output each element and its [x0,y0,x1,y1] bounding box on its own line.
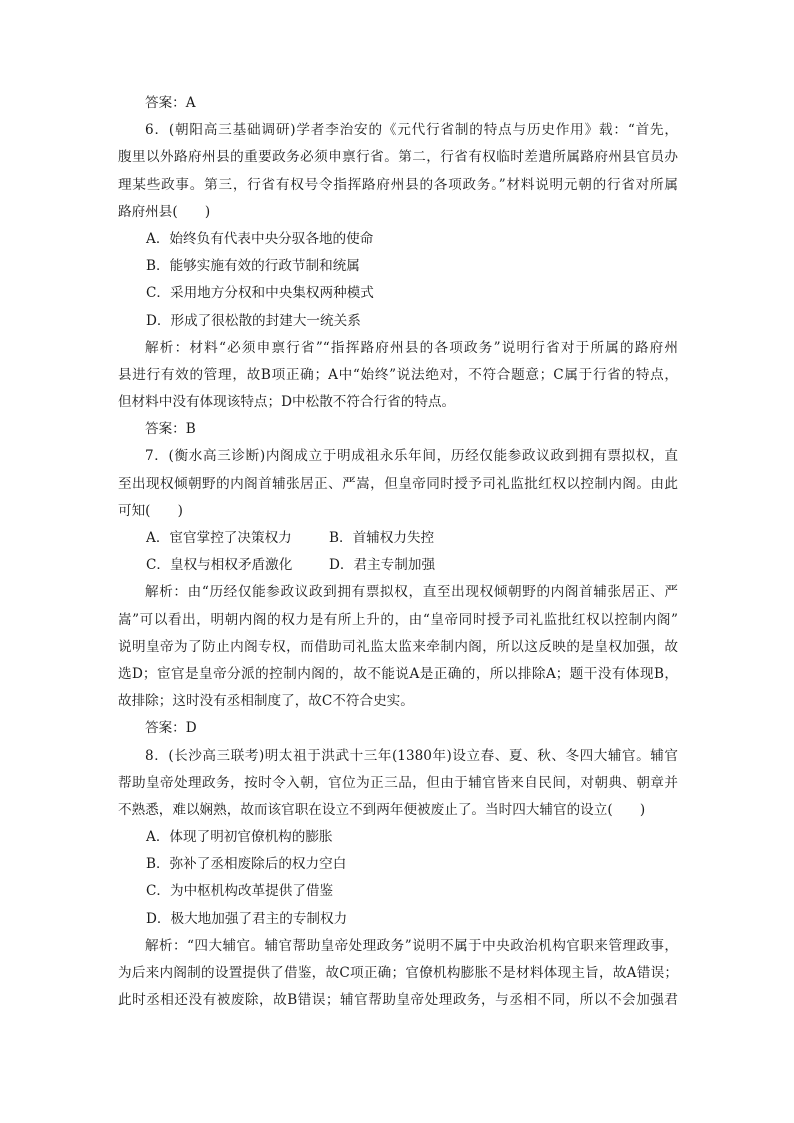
q6-analysis-line: 县进行有效的管理，故B项正确；A中“始终”说法绝对，不符合题意；C属于行省的特点， [118,366,678,383]
q7-answer: 答案：D [145,720,197,737]
q7-stem-line: 可知( ) [118,502,183,519]
q7-stem-line: 至出现权倾朝野的内阁首辅张居正、严嵩，但皇帝同时授予司礼监批红权以控制内阁。由此 [118,475,678,492]
q7-analysis-line: 嵩”可以看出，明朝内阁的权力是有所上升的，由“皇帝同时授予司礼监批红权以控制内阁” [118,611,678,628]
q6-stem-line: 理某些政事。第三，行省有权号令指挥路府州县的各项政务。”材料说明元朝的行省对所属 [118,176,678,193]
q6-answer: 答案：B [145,421,196,438]
q6-option-d: D．形成了很松散的封建大一统关系 [146,312,361,329]
q6-analysis-line: 但材料中没有体现该特点；D中松散不符合行省的特点。 [118,394,456,411]
q7-option-row [118,552,678,579]
q6-stem-line: 6．(朝阳高三基础调研)学者李治安的《元代行省制的特点与历史作用》载：“首先， [145,122,678,139]
q8-analysis-line: 解析：“四大辅官。辅官帮助皇帝处理政务”说明不属于中央政治机构官职来管理政事， [145,937,678,954]
q7-analysis-line: 解析：由“历经仅能参政议政到拥有票拟权，直至出现权倾朝野的内阁首辅张居正、严 [145,584,678,601]
q7-option-row [118,525,678,552]
q6-analysis-line: 解析：材料“必须申禀行省”“指挥路府州县的各项政务”说明行省对于所属的路府州 [145,339,678,356]
q8-stem-line: 不熟悉，难以娴熟，故而该官职在设立不到两年便被废止了。当时四大辅官的设立( ) [118,801,646,818]
q8-option-c: C．为中枢机构改革提供了借鉴 [146,883,334,900]
q7-analysis-line: 故排除；这时没有丞相制度了，故C不符合史实。 [118,693,414,710]
answer-top: 答案：A [145,95,196,111]
q8-option-a: A．体现了明初官僚机构的膨胀 [146,829,333,846]
q8-option-b: B．弥补了丞相废除后的权力空白 [146,856,347,873]
q7-option-c: C．皇权与相权矛盾激化 [146,557,293,574]
q8-stem-line: 8．(长沙高三联考)明太祖于洪武十三年(1380年)设立春、夏、秋、冬四大辅官。辅官 [145,747,678,764]
q8-stem-line: 帮助皇帝处理政务，按时令入朝，官位为正三品，但由于辅官皆来自民间，对朝典、朝章并 [118,774,678,791]
q7-analysis-line: 说明皇帝为了防止内阁专权，而借助司礼监太监来牵制内阁，所以这反映的是皇权加强，故 [118,638,678,655]
q7-option-a: A．宦官掌控了决策权力 [146,530,292,546]
q7-option-d: D．君主专制加强 [329,557,436,574]
q7-option-b: B．首辅权力失控 [329,530,435,546]
q7-stem-line: 7．(衡水高三诊断)内阁成立于明成祖永乐年间，历经仅能参政议政到拥有票拟权，直 [145,448,678,465]
q6-stem-line: 路府州县( ) [118,203,211,220]
q6-option-a: A．始终负有代表中央分驭各地的使命 [146,230,374,247]
q8-analysis-line: 此时丞相还没有被废除，故B错误；辅官帮助皇帝处理政务，与丞相不同，所以不会加强君 [118,992,678,1009]
q7-analysis-line: 选D；宦官是皇帝分派的控制内阁的，故不能说A是正确的，所以排除A；题干没有体现B， [118,665,678,682]
q6-option-c: C．采用地方分权和中央集权两种模式 [146,285,374,302]
q8-analysis-line: 为后来内阁制的设置提供了借鉴，故C项正确；官僚机构膨胀不是材料体现主旨，故A错误； [118,965,678,981]
q6-option-b: B．能够实施有效的行政节制和统属 [146,258,360,275]
document-content [118,90,678,1014]
q8-option-d: D．极大地加强了君主的专制权力 [146,910,348,927]
q6-stem-line: 腹里以外路府州县的重要政务必须申禀行省。第二，行省有权临时差遣所属路府州县官员办 [118,149,678,166]
